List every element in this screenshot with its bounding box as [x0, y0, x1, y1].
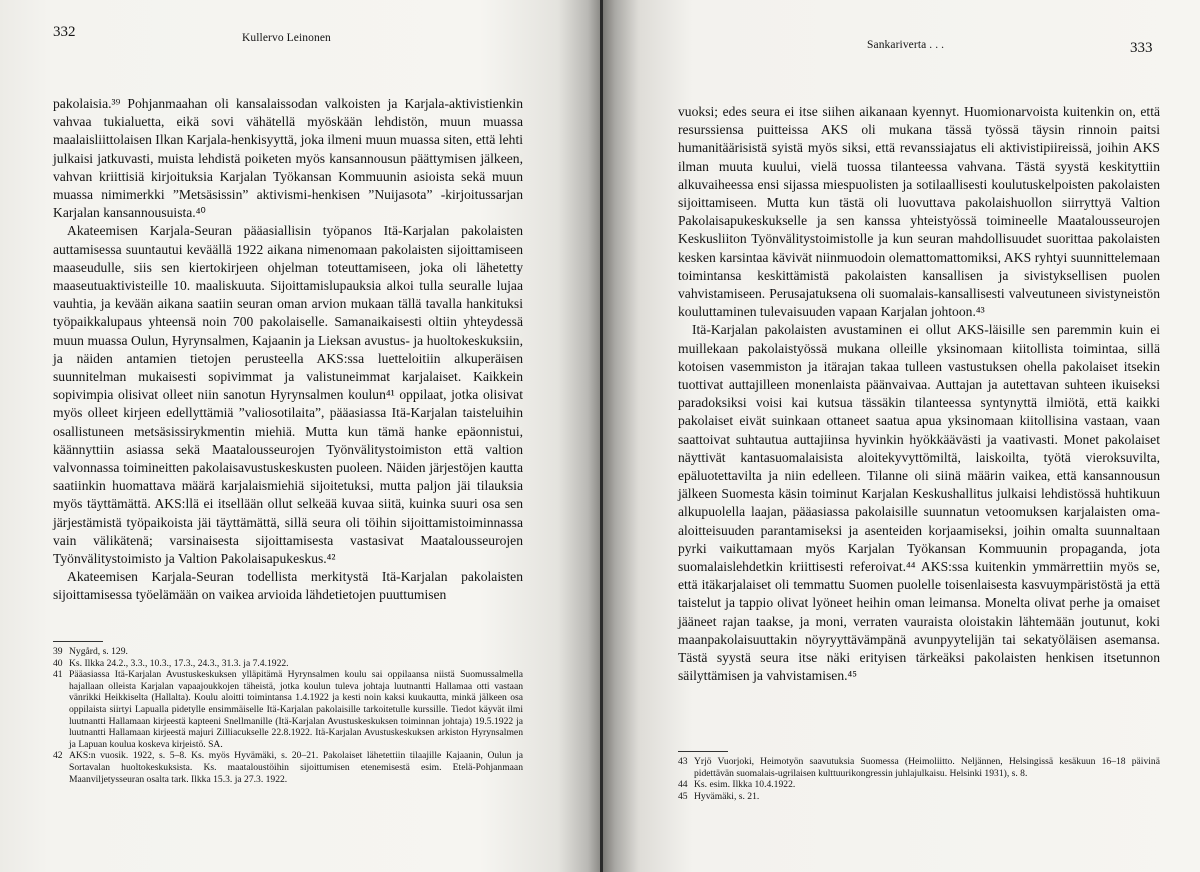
- footnote-text: Hyvämäki, s. 21.: [694, 790, 760, 802]
- footnote: [53, 669, 523, 750]
- footnote: [678, 791, 1160, 803]
- footnote-text: Ks. Ilkka 24.2., 3.3., 10.3., 17.3., 24.3., 31.3. ja 7.4.1922.: [69, 657, 289, 669]
- running-head: Kullervo Leinonen: [242, 32, 331, 44]
- footnote-text: Ks. esim. Ilkka 10.4.1922.: [694, 779, 796, 791]
- footnote-text: AKS:n vuosik. 1922, s. 5–8. Ks. myös Hyvämäki, s. 20–21. Pakolaiset lähetettiin tilaajille Kajaanin, Oulun ja Sortavalan huoltokeskuksista. Ks. maataloustöihin sijoittumisen etenemisestä esim. Etelä-Pohjanmaan Maanviljetysseuran osalta tark. Ilkka 15.3. ja 27.3. 1922.: [69, 750, 523, 785]
- body-text: [53, 95, 523, 605]
- footnote: [678, 779, 1160, 791]
- footnote-text: Pääasiassa Itä-Karjalan Avustuskeskuksen ylläpitämä Hyrynsalmen koulu sai oppilaansa niistä Suomussalmella hajallaan olleista Karjalan vapaajoukkojen täheistä, jotka koulun tuleva johtaja luutnantti Hallamaa otti vastaan vänrikki Heikkiselta (Hallalta). Koulu aloitti toimintansa 1.4.1922 ja kesti noin kaksi kuukautta, minkä jälkeen osa oppilaista siirtyi Lapualla pidetylle ensimmäiselle Itä-Karjalan pakolaisille tarkoitetulle kurssille. Tiedot käyvät ilmi luutnantti Hallamaan kirjeestä kapteeni Snellmanille (Itä-Karjalan Avustuskeskuksen toiminnan johtaja) 19.5.1922 ja luutnantti Hallamaan kirjeestä majuri Zilliacukselle 22.8.1922. Itä-Karjalan Avustuskeskuksen arkiston Hyrynsalmen ja Lapuan koulua koskeva kirjeistö. SA.: [69, 669, 523, 750]
- footnote: [678, 756, 1160, 779]
- footnote-number: 39: [53, 646, 63, 657]
- paragraph: vuoksi; edes seura ei itse siihen aikanaan kyennyt. Huomionarvoista kuitenkin on, että resurssiensa puitteissa AKS oli mukana tässä työssä täysin rinnoin paitsi humanitäärisistä syistä myös siksi, että revanssiajatus eli aktivistipiireissä, joihin AKS ilman muuta kuului, vielä tuossa tilanteessa vahvana. Tästä syystä keskityttiin alkuvaiheessa ensi sijassa miespuolisten ja sotilaallisesti koulutuskelpoisten pakolaisten sijoittamiseen. Mutta kun tästä oli luovuttava pakolaishuollon siirryttyä Valtion Pakolaisapukeskukselle ja sen kanssa yhteistyössä toimineelle Maatalousseurojen Keskusliiton Työnvälitystoimistolle ja kun seuran mahdollisuudet suorittaa pakolaisten kesken karsintaa kävivät niinmuodoin olemattomattomiksi, AKS ryhtyi suunnittelemaan toimintansa keskittämistä pakolaisten kansallisen ja sivistyksellisen puolen vahvistamiseen. Perusajatuksena oli suomalais-kansallisesti valveutuneen sivistyneistön kouluttaminen tulevaisuuden vapaan Karjalan johtoon.⁴³: [678, 104, 1160, 320]
- footnote-number: 43: [678, 756, 688, 767]
- footnotes: [678, 756, 1160, 802]
- body-text: [678, 103, 1160, 686]
- paragraph: Akateemisen Karjala-Seuran todellista merkitystä Itä-Karjalan pakolaisten sijoittamisessa työelämään on vaikea arvioida lähdetietojen puuttumisen: [53, 569, 523, 603]
- page-number: 333: [1130, 40, 1153, 56]
- right-page: [603, 0, 1200, 872]
- footnote-number: 41: [53, 669, 63, 681]
- page-number: 332: [53, 24, 76, 40]
- footnote: [53, 750, 523, 785]
- footnotes: [53, 646, 523, 785]
- footnote-rule: [53, 641, 103, 642]
- paragraph: pakolaisia.³⁹ Pohjanmaahan oli kansalaissodan valkoisten ja Karjala-aktivistienkin vahvaa tukialuetta, eikä sovi vähätellä myöskään lehdistön, muun muassa maalaisliittolaisen Ilkan Karjala-henkisyyttä, joka ilmeni muun muassa siten, että lehti julkaisi jatkuvasti, muista lehdistä poiketen myös kansannousun päättymisen jälkeen, vahvan kriittisiä kirjoituksia Karjalan Työkansan Kommuunin asioista sekä muun muassa nimimerkki ”Metsäsissin” aktivismi-henkisen ”Nuijasota” -kirjoitussarjan Karjalan kansannousuista.⁴⁰: [53, 96, 523, 221]
- footnote-text: Nygård, s. 129.: [69, 646, 128, 657]
- paragraph: Itä-Karjalan pakolaisten avustaminen ei ollut AKS-läisille sen paremmin kuin ei muillekaan pakolaistyössä mukana olleille yksinomaan kiitollista toimintaa, sillä kotoisen vasemmiston ja itärajan takaa tulleen vastustuksen ohella pakolaiset itsekin tuottivat auttajilleen monenlaista päänvaivaa. Auttajan ja autettavan suhteen ikuiseksi paradoksiksi voisi kai kutsua tässäkin tilanteessa syntynyttä ilmiötä, että kaikki pakolaiset eivät suinkaan ottaneet saatua apua yksinomaan kiitollisina vastaan, vaan saattoivat suhtautua auttajiinsa hyvinkin hyökkäävästi ja vaativasti. Monet pakolaiset näyttivät kantasuomalaisista aloitekyvyttömiltä, laiskoilta, työtä vieroksuvilta, epäluotettavilta ja niin edelleen. Tilanne oli siinä määrin vaikea, että kansannousun jälkeen Suomesta käsin toiminut Karjalan Keskushallitus julkaisi lehdistössä huhtikuun alkupuolella laajan, pääasiassa pakolaisille suunnatun vetoomuksen karjalaisten oma-aloitteisuuden parantamiseksi ja asenteiden korjaamiseksi, joihin omalta suunnaltaan pyrki vaikuttamaan myös Karjalan Työkansan Kommuunin propaganda, jota suomalaislehdetkin kriittisesti referoivat.⁴⁴ AKS:ssa kuitenkin ymmärrettiin myös se, että itäkarjalaiset oli temmattu Suomen puolelle toisenlaisesta kasvuympäristöstä ja että taistelut ja tappio olivat lyöneet heihin oman leimansa. Monelta olivat perhe ja omaiset jääneet rajan taakse, ja moni, verraten vauraista oloistakin lähtemään joutunut, koki maanpakolaisuuttakin nöyryyttävämpänä avunpyytelijän tai sekatyöläisen asemansa. Tästä syystä seura itse näki erityisen tärkeäksi pakolaisten henkisen itsetunnon säilyttämisen ja vahvistamisen.⁴⁵: [678, 322, 1160, 684]
- paragraph: Akateemisen Karjala-Seuran pääasiallisin työpanos Itä-Karjalan pakolaisten auttamisessa suuntautui keväällä 1922 aikana nimenomaan pakolaisten sijoittamiseen maaseudulle, siis sen kiertokirjeen ohjelman toteuttamiseen, joka oli lähetetty maaseutuaktivisteille 10. maaliskuuta. Sijoittamislupauksia alkoi tulla seuralle lujaa vauhtia, ja kevään aikana saatiin seuran oman arvion mukaan tällä tavalla hankituksi työpaikkalupaus yhteensä noin 700 pakolaiselle. Samanaikaisesti oltiin yhteydessä muun muassa Oulun, Hyrynsalmen, Kajaanin ja Lieksan avustus- ja huoltokeskuksiin, ja näiden antamien tietojen perusteella AKS:ssa luetteloitiin alkuperäisen suunnitelman mukaisesti sopivimmat ja valistuneimmat karjalaiset. Kaikkein sopivimpia olisivat olleet niin sanotun Hyrynsalmen koulun⁴¹ oppilaat, jotka olisivat myös olleet kirjeen edellyttämiä ”valiosotilaita”, pääasiassa Itä-Karjalan taisteluihin osallistuneen metsäsissirykmentin miehiä. Mutta kun tämä hanke epäonnistui, käännyttiin asiassa sekä Maatalousseurojen Työnvälitystoimiston että valtion valvonnassa toimineitten pakolaisavustuskeskusten puoleen. Näiden järjestöjen kautta saatiinkin huomattava määrä karjalaismiehiä sijoitetuksi, mutta paljon jäi tilauksia myös täyttämättä. AKS:llä ei itsellään ollut selkeää kuvaa siitä, kuinka suuri osa sen järjestämistä työpaikoista jäi täyttämättä, sillä seura oli töihin sijoittamistoiminnassa vain välikätenä; varsinaisesta sijoittamisesta vastasivat Maatalousseurojen Työnvälitystoimisto ja Valtion Pakolaisapukeskus.⁴²: [53, 223, 523, 567]
- footnote: [53, 646, 523, 658]
- footnote-number: 45: [678, 790, 688, 802]
- footnote-rule: [678, 751, 728, 752]
- footnote-number: 44: [678, 779, 688, 791]
- footnote-text: Yrjö Vuorjoki, Heimotyön saavutuksia Suomessa (Heimoliitto. Neljännen, Helsingissä kesäkuun 16–18 päivinä pidettävän suomalais-ugrilaisen kulttuurikongressin juhlajulkaisu. Helsinki 1931), s. 8.: [694, 756, 1160, 779]
- footnote: [53, 658, 523, 670]
- footnote-number: 40: [53, 657, 63, 669]
- footnote-number: 42: [53, 750, 63, 762]
- running-head: Sankariverta . . .: [867, 39, 945, 51]
